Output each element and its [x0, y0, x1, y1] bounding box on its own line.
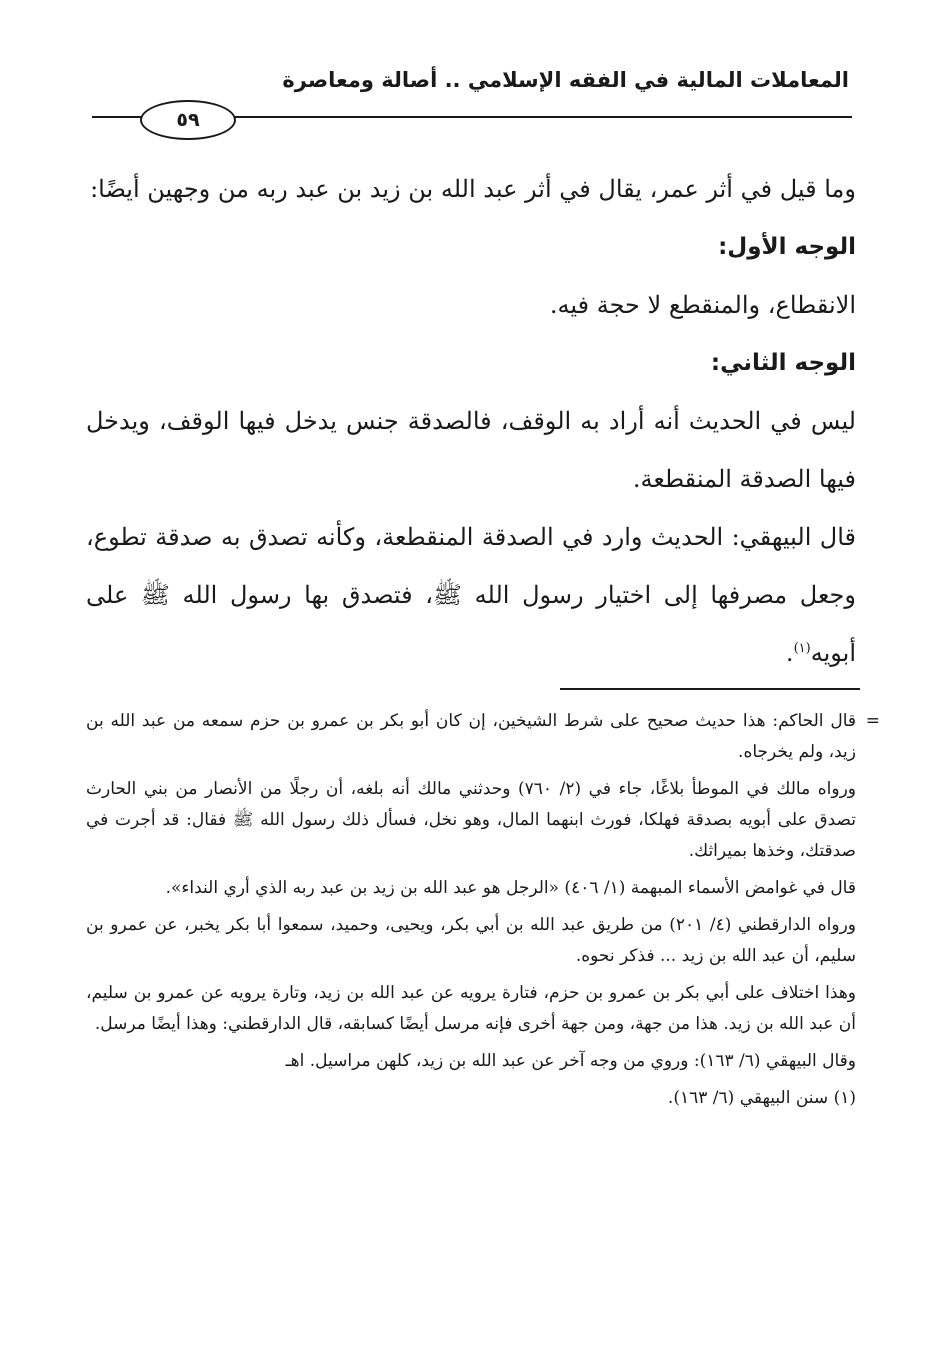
heading-first-aspect: الوجه الأول: [718, 234, 856, 260]
page-number-badge: ٥٩ [140, 100, 236, 140]
main-text [86, 160, 856, 682]
footnote-ghawamid: قال في غوامض الأسماء المبهمة (١/ ٤٠٦) «الرجل هو عبد الله بن زيد بن عبد ربه الذي أري النداء». [165, 878, 856, 898]
footnote-hakim: قال الحاكم: هذا حديث صحيح على شرط الشيخين، إن كان أبو بكر بن عمرو بن حزم سمعه من عبد الله بن زيد، ولم يخرجاه. [86, 711, 856, 762]
paragraph-second-aspect: ليس في الحديث أنه أراد به الوقف، فالصدقة جنس يدخل فيها الوقف، ويدخل فيها الصدقة المنقطعة. [86, 407, 856, 493]
paragraph-bayhaqi-end: . [785, 639, 794, 667]
continuation-mark: = [865, 711, 880, 731]
paragraph-intro: وما قيل في أثر عمر، يقال في أثر عبد الله بن زيد بن عبد ربه من وجهين أيضًا: [90, 175, 856, 203]
footnote-continuation [86, 706, 880, 768]
paragraph-bayhaqi-text: قال البيهقي: الحديث وارد في الصدقة المنقطعة، وكأنه تصدق به صدقة تطوع، وجعل مصرفها إلى اختيار رسول الله ﷺ، فتصدق بها رسول الله ﷺ على أبويه [86, 523, 856, 667]
heading-second-aspect: الوجه الثاني: [710, 350, 856, 376]
footnotes [86, 706, 880, 1120]
running-header-title: المعاملات المالية في الفقه الإسلامي .. أصالة ومعاصرة [282, 68, 849, 92]
footnote-separator [560, 688, 860, 690]
footnote-bayhaqi-quote: وقال البيهقي (٦/ ١٦٣): وروي من وجه آخر عن عبد الله بن زيد، كلهن مراسيل. اهـ [285, 1051, 856, 1071]
footnote-daraqutni: ورواه الدارقطني (٤/ ٢٠١) من طريق عبد الله بن أبي بكر، ويحيى، وحميد، سمعوا أبا بكر يخبر، عن عمرو بن سليم، أن عبد الله بن زيد ... فذكر نحوه. [86, 915, 856, 966]
footnote-malik: ورواه مالك في الموطأ بلاغًا، جاء في (٢/ ٧٦٠) وحدثني مالك أنه بلغه، أن رجلًا من الأنصار من بني الحارث تصدق على أبويه بصدقة فهلكا، فورث ابنهما المال، وهو نخل، فسأل ذلك رسول الله ﷺ فقال: قد أجرت في صدقتك، وخذها بميراثك. [86, 779, 856, 861]
footnote-1: (١) سنن البيهقي (٦/ ١٦٣). [667, 1088, 856, 1108]
footnote-reference[interactable]: (١) [793, 641, 811, 656]
footnote-ikhtilaf: وهذا اختلاف على أبي بكر بن عمرو بن حزم، فتارة يرويه عن عبد الله بن زيد، وتارة يرويه عن عمرو بن سليم، أن عبد الله بن زيد. هذا من جهة، ومن جهة أخرى فإنه مرسل أيضًا كسابقه، قال الدارقطني: وهذا أيضًا مرسل. [86, 983, 856, 1034]
paragraph-first-aspect: الانقطاع، والمنقطع لا حجة فيه. [549, 291, 856, 319]
paragraph-bayhaqi [86, 508, 856, 682]
